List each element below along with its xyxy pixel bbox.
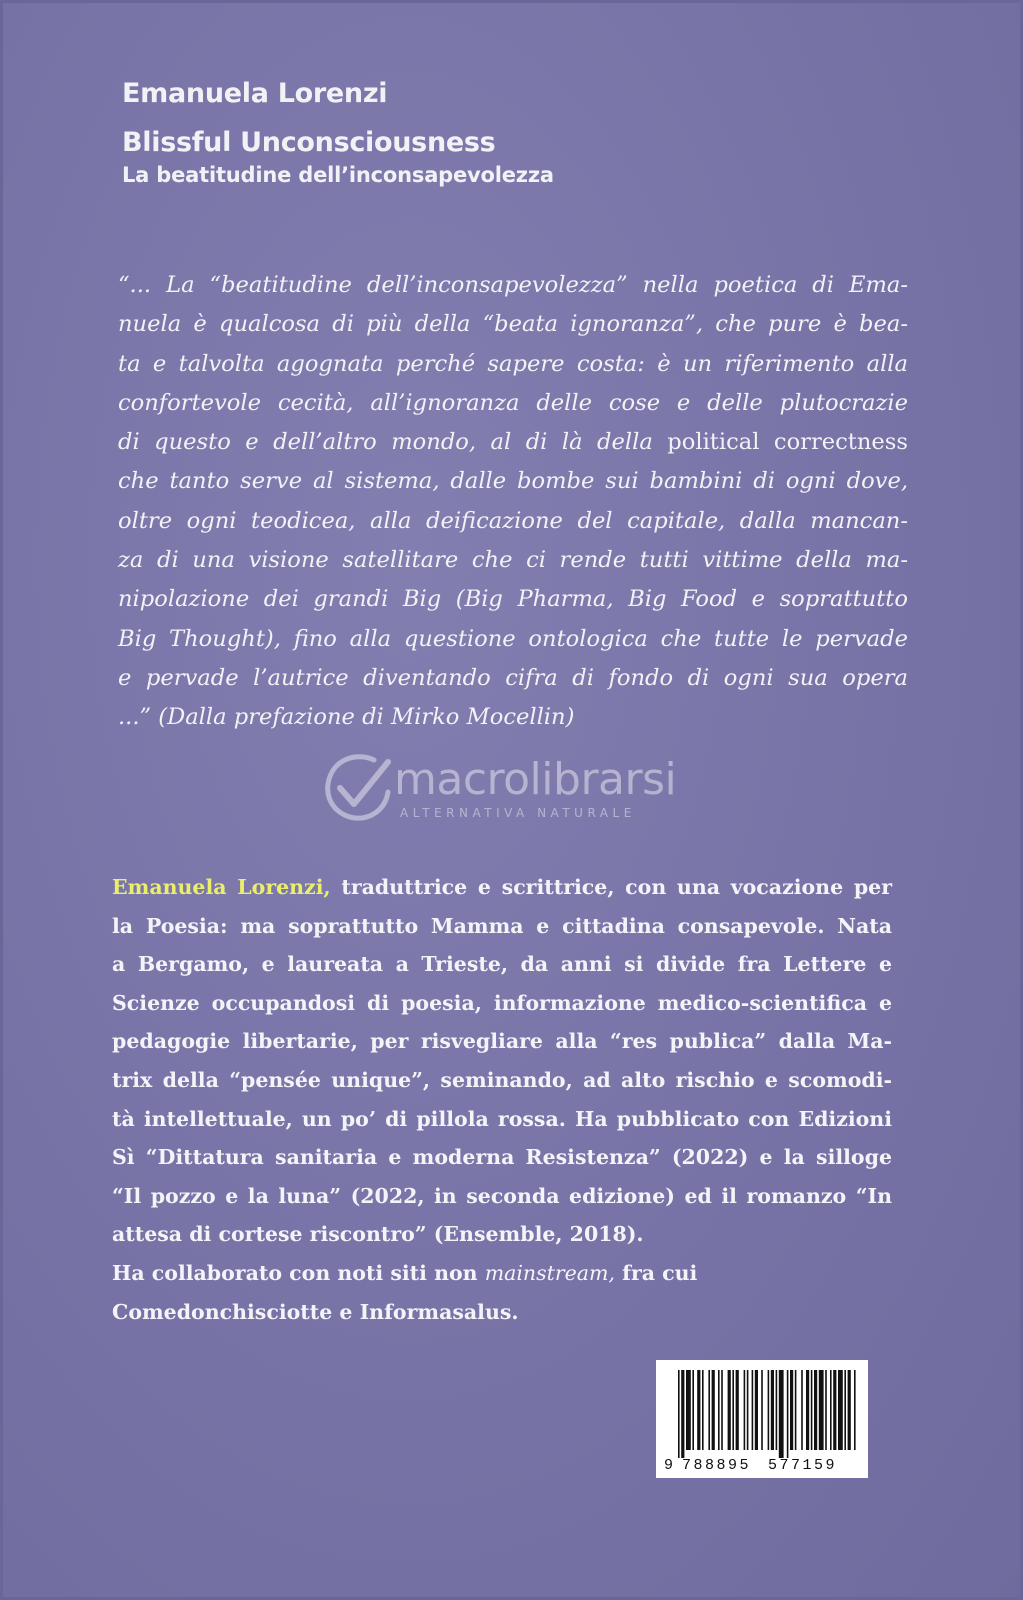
bio-line: a Bergamo, e laureata a Trieste, da anni si divide fra Lettere e [112,952,892,977]
book-header [122,74,882,190]
quote-line: e pervade l’autrice diventando cifra di fondo di ogni sua opera [118,664,908,691]
barcode-bar [752,1370,754,1450]
bio-text: Ha collaborato con noti siti non [112,1260,478,1285]
watermark [318,748,718,828]
quote-attribution: ...” (Dalla prefazione di Mirko Mocellin) [118,704,575,731]
quote-line: che tanto serve al sistema, dalle bombe sui bambini di ogni dove, [118,468,908,495]
barcode-bar [854,1370,856,1450]
quote-line: oltre ogni teodicea, alla deificazione del capitale, dalla mancan- [118,507,908,534]
barcode-bar [697,1370,700,1450]
barcode-right-digits: 577159 [768,1457,838,1474]
book-subtitle: La beatitudine dell’inconsapevolezza [122,163,554,187]
bio-italic-word: mainstream, [484,1260,615,1285]
bio-line: Scienze occupandosi di poesia, informazione medico-scientifica e [112,990,892,1015]
barcode-bar [833,1370,836,1450]
barcode-bar [744,1370,746,1450]
barcode-bar [678,1370,680,1458]
barcode-bar [686,1370,691,1450]
quote-line: za di una visione satellitare che ci rende tutti vittime della ma- [118,547,908,574]
barcode-bar [801,1370,803,1450]
barcode-bar [806,1370,809,1450]
bio-line: la Poesia: ma soprattutto Mamma e cittadina consapevole. Nata [112,913,892,938]
watermark-tagline: ALTERNATIVA NATURALE [400,806,636,820]
barcode-bar [814,1370,817,1450]
barcode-bar [681,1370,684,1458]
isbn-barcode [656,1360,868,1478]
barcode-bar [848,1370,851,1450]
barcode-bar [768,1370,770,1450]
bio-text: traduttrice e scrittrice, con una vocazione per [341,875,893,899]
author-bio [112,868,892,1331]
barcode-bar [718,1370,720,1450]
bio-line: attesa di cortese riscontro” (Ensemble, 2018). [112,1222,644,1247]
author-name: Emanuela Lorenzi [122,78,388,109]
bio-line [112,1254,892,1293]
barcode-bar [776,1370,778,1450]
barcode-left-digits: 788895 [682,1457,752,1474]
barcode-bar [755,1370,758,1450]
quote-line: nipolazione dei grandi Big (Big Pharma, Big Food e soprattutto [118,586,908,613]
barcode-bar [761,1370,763,1450]
barcode-bar [771,1370,774,1450]
barcode-bar [712,1370,715,1450]
barcode-bar [692,1370,694,1450]
bio-author-name: Emanuela Lorenzi, [112,875,331,899]
quote-line: confortevole cecità, all’ignoranza delle cose e delle plutocrazie [118,389,908,416]
checkmark-logo-icon [318,748,394,824]
barcode-bar [838,1370,843,1450]
barcode-bar [795,1370,797,1450]
bio-line: trix della “pensée unique”, seminando, ad alto rischio e scomodi- [112,1067,892,1092]
bio-line: Sì “Dittatura sanitaria e moderna Resistenza” (2022) e la silloge [112,1145,892,1170]
barcode-bar [708,1370,710,1450]
quote-line: Big Thought), fino alla questione ontologica che tutte le pervade [118,625,908,652]
barcode-bar [728,1370,731,1450]
barcode-bar [702,1370,704,1450]
barcode-bar [830,1370,832,1450]
barcode-bar [787,1370,789,1458]
preface-quote [118,266,908,738]
barcode-bar [825,1370,827,1450]
book-title: Blissful Unconsciousness [122,127,496,158]
barcode-bar [732,1370,734,1450]
quote-line: nuela è qualcosa di più della “beata ignoranza”, che pure è bea- [118,311,908,338]
bio-line: tà intellettuale, un po’ di pillola rossa. Ha pubblicato con Edizioni [112,1106,892,1131]
barcode-bar [747,1370,749,1450]
barcode-bar [790,1370,793,1450]
barcode-bar [844,1370,846,1450]
barcode-bar [811,1370,813,1450]
bio-text: fra cui [622,1260,698,1285]
bio-line: pedagogie libertarie, per risvegliare alla “res publica” dalla Ma- [112,1029,892,1054]
barcode-bar [721,1370,723,1450]
barcode-bar [779,1370,784,1458]
barcode-graphic [656,1360,868,1478]
quote-line: ta e talvolta agognata perché sapere costa: è un riferimento alla [118,350,908,377]
barcode-lead-digit: 9 [664,1457,674,1474]
barcode-bar [819,1370,824,1450]
bio-line: Comedonchisciotte e Informasalus. [112,1299,519,1324]
quote-text: di questo e dell’altro mondo, al di là della [118,429,653,456]
quote-line-mixed [118,423,908,462]
bio-line: “Il pozzo e la luna” (2022, in seconda edizione) ed il romanzo “In [112,1183,892,1208]
bio-line [112,868,892,907]
quote-line: “... La “beatitudine dell’inconsapevolezza” nella poetica di Ema- [118,272,908,298]
barcode-bar [736,1370,739,1450]
roman-phrase: political correctness [667,429,908,456]
watermark-name: macrolibrarsi [394,754,677,805]
